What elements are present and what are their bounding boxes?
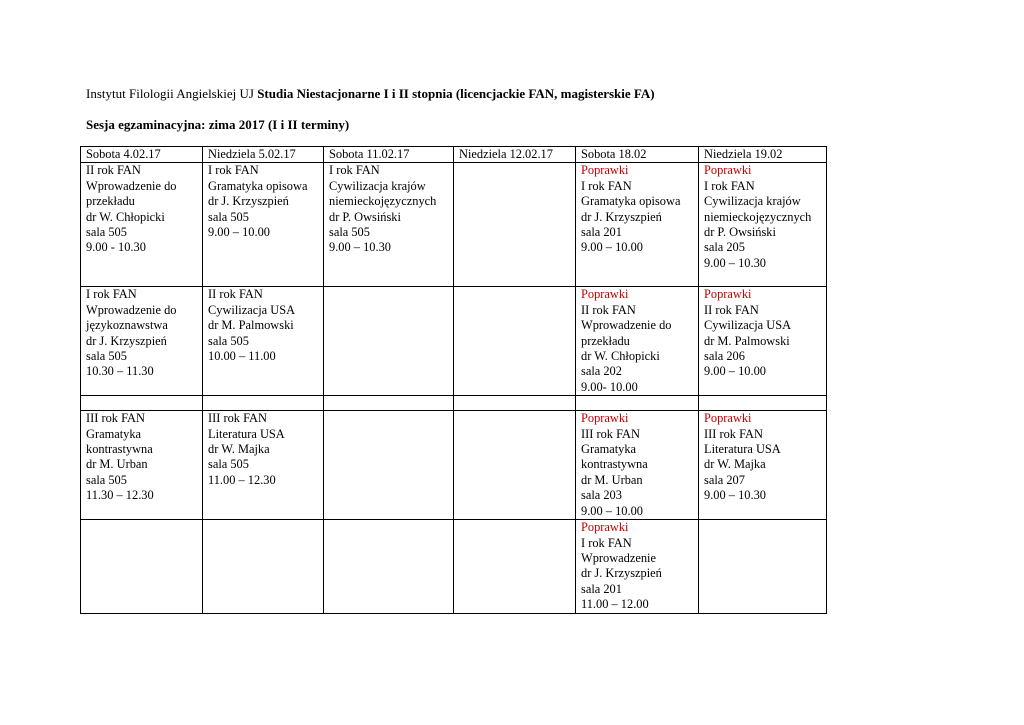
cell-line: 11.00 – 12.00: [581, 597, 649, 612]
cell-line: sala 201: [581, 581, 622, 596]
schedule-cell: [454, 396, 576, 411]
schedule-cell: [324, 287, 454, 396]
cell-line: kontrastywna: [581, 457, 648, 472]
cell-line: 9.00 – 10.30: [704, 488, 766, 503]
table-body: [81, 163, 827, 613]
cell-line: Gramatyka opisowa: [208, 178, 308, 193]
cell-line: Cywilizacja krajów: [704, 194, 801, 209]
cell-line: sala 505: [208, 457, 249, 472]
cell-line: dr J. Krzyszpień: [208, 194, 289, 209]
schedule-cell: [576, 520, 699, 613]
cell-line: sala 505: [86, 472, 127, 487]
schedule-cell: [81, 287, 203, 396]
schedule-cell: [576, 163, 699, 287]
cell-line: dr W. Chłopicki: [86, 209, 165, 224]
exam-schedule-table: [80, 146, 827, 614]
cell-line: II rok FAN: [86, 163, 141, 178]
cell-line: III rok FAN: [86, 411, 145, 426]
cell-line: I rok FAN: [329, 163, 380, 178]
schedule-cell: [454, 287, 576, 396]
cell-line: II rok FAN: [581, 302, 636, 317]
schedule-cell: [203, 396, 324, 411]
cell-line: niemieckojęzycznych: [329, 194, 437, 209]
cell-line: Gramatyka: [581, 442, 637, 457]
retake-label: Poprawki: [581, 163, 629, 178]
retake-label: Poprawki: [581, 287, 629, 302]
schedule-cell: [81, 163, 203, 287]
schedule-cell: [324, 520, 454, 613]
cell-line: dr J. Krzyszpień: [581, 566, 662, 581]
cell-line: 9.00 – 10.30: [329, 240, 391, 255]
column-header: Sobota 4.02.17: [81, 147, 203, 163]
schedule-cell: [324, 163, 454, 287]
schedule-cell: [699, 396, 827, 411]
cell-line: dr M. Palmowski: [704, 333, 790, 348]
table-row: [81, 411, 827, 520]
retake-label: Poprawki: [581, 520, 629, 535]
document-heading: [86, 86, 655, 102]
schedule-cell: [454, 411, 576, 520]
cell-line: Literatura USA: [704, 442, 781, 457]
cell-line: 10.30 – 11.30: [86, 364, 154, 379]
cell-line: 10.00 – 11.00: [208, 349, 276, 364]
schedule-cell: [576, 287, 699, 396]
cell-line: sala 505: [208, 333, 249, 348]
cell-line: 9.00 – 10.00: [581, 503, 643, 518]
cell-line: 9.00 – 10.00: [208, 225, 270, 240]
session-title: Sesja egzaminacyjna: zima 2017 (I i II terminy): [86, 117, 350, 132]
schedule-cell: [203, 287, 324, 396]
cell-line: II rok FAN: [704, 302, 759, 317]
cell-line: sala 206: [704, 349, 745, 364]
cell-line: Wprowadzenie do: [581, 318, 672, 333]
cell-line: kontrastywna: [86, 442, 153, 457]
schedule-cell: [699, 411, 827, 520]
cell-line: 9.00 – 10.00: [581, 240, 643, 255]
cell-line: I rok FAN: [704, 178, 755, 193]
cell-line: I rok FAN: [581, 535, 632, 550]
cell-line: dr M. Palmowski: [208, 318, 294, 333]
cell-line: dr W. Chłopicki: [581, 349, 660, 364]
cell-line: II rok FAN: [208, 287, 263, 302]
cell-line: przekładu: [86, 194, 135, 209]
cell-line: niemieckojęzycznych: [704, 209, 812, 224]
column-header: Sobota 11.02.17: [324, 147, 454, 163]
cell-line: sala 205: [704, 240, 745, 255]
cell-line: dr J. Krzyszpień: [581, 209, 662, 224]
schedule-cell: [454, 520, 576, 613]
cell-line: Gramatyka opisowa: [581, 194, 681, 209]
cell-line: III rok FAN: [581, 426, 640, 441]
cell-line: dr J. Krzyszpień: [86, 333, 167, 348]
schedule-cell: [699, 163, 827, 287]
institute-name: Instytut Filologii Angielskiej UJ: [86, 86, 258, 101]
cell-line: sala 201: [581, 225, 622, 240]
cell-line: Cywilizacja USA: [704, 318, 792, 333]
cell-line: 11.00 – 12.30: [208, 472, 276, 487]
schedule-cell: [324, 411, 454, 520]
schedule-cell: [576, 396, 699, 411]
cell-line: sala 505: [86, 349, 127, 364]
cell-line: Wprowadzenie do: [86, 178, 177, 193]
cell-line: III rok FAN: [704, 426, 763, 441]
cell-line: sala 202: [581, 364, 622, 379]
schedule-cell: [454, 163, 576, 287]
studies-title: Studia Niestacjonarne I i II stopnia (licencjackie FAN, magisterskie FA): [257, 86, 655, 101]
schedule-cell: [203, 411, 324, 520]
cell-line: dr W. Majka: [704, 457, 766, 472]
table-row: [81, 520, 827, 613]
cell-line: Wprowadzenie do: [86, 302, 177, 317]
cell-line: I rok FAN: [86, 287, 137, 302]
table-header-row: [81, 147, 827, 163]
cell-line: sala 505: [329, 225, 370, 240]
column-header: Sobota 18.02: [576, 147, 699, 163]
cell-line: 9.00 – 10.30: [704, 255, 766, 270]
retake-label: Poprawki: [704, 411, 752, 426]
cell-line: 11.30 – 12.30: [86, 488, 154, 503]
cell-line: 9.00 – 10.00: [704, 364, 766, 379]
cell-line: Cywilizacja krajów: [329, 178, 426, 193]
cell-line: III rok FAN: [208, 411, 267, 426]
cell-line: przekładu: [581, 333, 630, 348]
cell-line: 9.00- 10.00: [581, 379, 638, 394]
table-row: [81, 396, 827, 411]
cell-line: Gramatyka: [86, 426, 142, 441]
cell-line: Literatura USA: [208, 426, 285, 441]
table-row: [81, 287, 827, 396]
cell-line: sala 203: [581, 488, 622, 503]
cell-line: Cywilizacja USA: [208, 302, 296, 317]
retake-label: Poprawki: [704, 163, 752, 178]
schedule-cell: [81, 411, 203, 520]
schedule-cell: [699, 287, 827, 396]
cell-line: dr M. Urban: [86, 457, 148, 472]
schedule-cell: [203, 163, 324, 287]
cell-line: dr P. Owsiński: [329, 209, 401, 224]
column-header: Niedziela 19.02: [699, 147, 827, 163]
schedule-cell: [576, 411, 699, 520]
cell-line: 9.00 - 10.30: [86, 240, 146, 255]
retake-label: Poprawki: [704, 287, 752, 302]
cell-line: I rok FAN: [208, 163, 259, 178]
schedule-cell: [324, 396, 454, 411]
cell-line: sala 505: [86, 225, 127, 240]
schedule-cell: [81, 396, 203, 411]
column-header: Niedziela 12.02.17: [454, 147, 576, 163]
cell-line: I rok FAN: [581, 178, 632, 193]
cell-line: językoznawstwa: [86, 318, 168, 333]
cell-line: dr M. Urban: [581, 472, 643, 487]
cell-line: sala 207: [704, 472, 745, 487]
schedule-cell: [699, 520, 827, 613]
cell-line: dr W. Majka: [208, 442, 270, 457]
schedule-cell: [203, 520, 324, 613]
cell-line: Wprowadzenie: [581, 550, 656, 565]
retake-label: Poprawki: [581, 411, 629, 426]
schedule-cell: [81, 520, 203, 613]
table-row: [81, 163, 827, 287]
column-header: Niedziela 5.02.17: [203, 147, 324, 163]
cell-line: dr P. Owsiński: [704, 225, 776, 240]
cell-line: sala 505: [208, 209, 249, 224]
